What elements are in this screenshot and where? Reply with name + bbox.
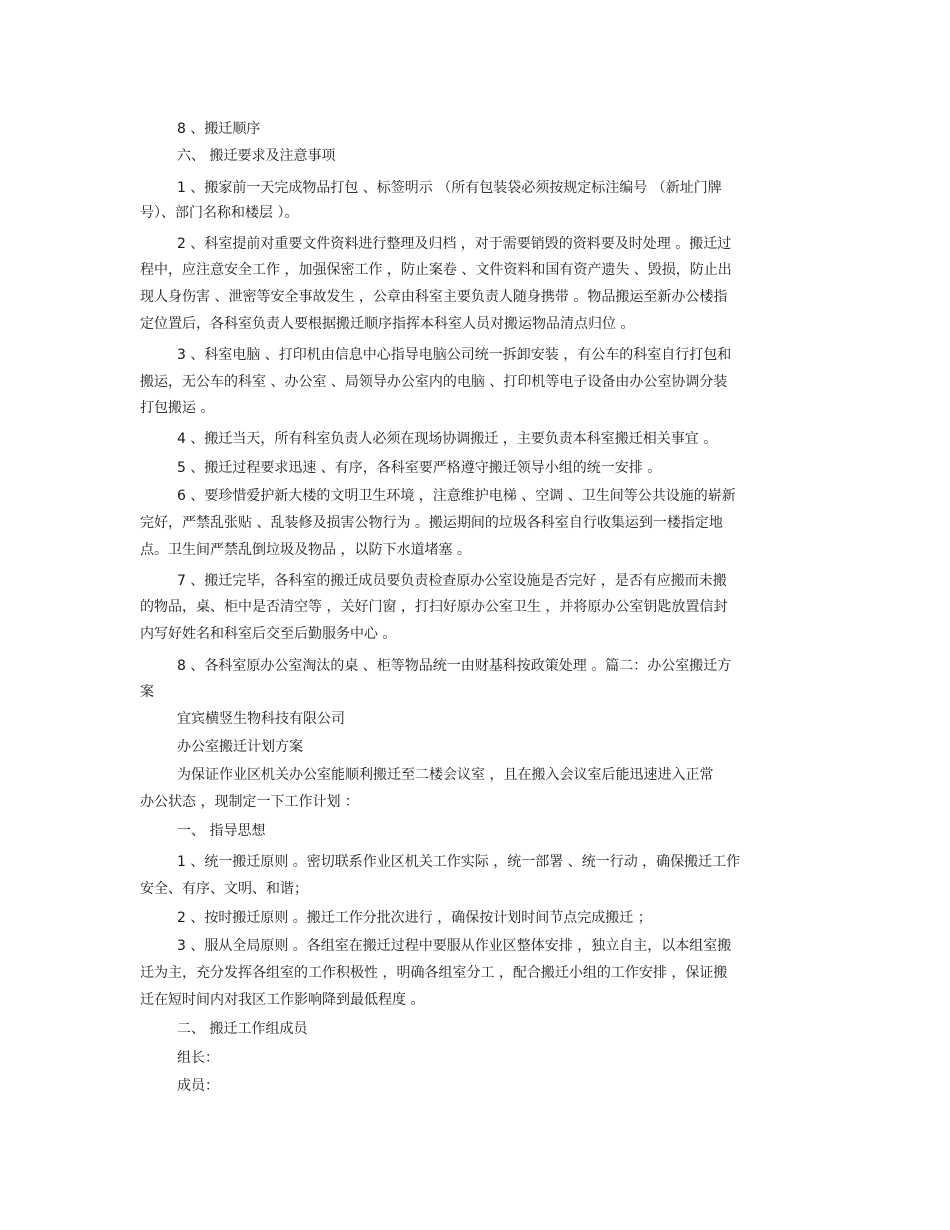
text-line: 的物品，桌、柜中是否清空等 ，关好门窗 ，打扫好原办公室卫生 ，并将原办公室钥匙放置信封 <box>140 599 728 615</box>
text-line: 完好，严禁乱张贴 、乱装修及损害公物行为 。搬运期间的垃圾各科室自行收集运到一楼指定地 <box>140 515 723 531</box>
text-line: 1 、搬家前一天完成物品打包 、标签明示 （所有包装袋必须按规定标注编号 （新址门牌 <box>177 180 722 196</box>
text-line: 打包搬运 。 <box>140 400 215 416</box>
text-line: 2 、科室提前对重要文件资料进行整理及归档 ，对于需要销毁的资料要及时处理 。搬迁过 <box>177 236 732 252</box>
text-line: 为保证作业区机关办公室能顺利搬迁至二楼会议室 ，且在搬入会议室后能迅速进入正常 <box>177 767 714 783</box>
plan-title: 办公室搬迁计划方案 <box>177 739 303 755</box>
text-line: 5 、搬迁过程要求迅速 、有序，各科室要严格遵守搬迁领导小组的统一安排 。 <box>177 460 662 476</box>
text-line: 8 、搬迁顺序 <box>177 121 261 137</box>
text-line: 程中，应注意安全工作 ，加强保密工作 ，防止案卷 、文件资料和国有资产遗失 、毁损，防止出 <box>140 262 732 278</box>
text-line: 4 、搬迁当天，所有科室负责人必须在现场协调搬迁 ，主要负责本科室搬迁相关事宜 。 <box>177 431 718 447</box>
text-line: 迁在短时间内对我区工作影响降到最低程度 。 <box>140 992 425 1008</box>
team-leader-label: 组长： <box>177 1050 219 1066</box>
text-line: 2 、按时搬迁原则 。搬迁工作分批次进行 ，确保按计划时间节点完成搬迁 ； <box>177 910 652 926</box>
section-heading: 二、 搬迁工作组成员 <box>177 1021 308 1037</box>
text-line: 安全、有序、文明、和谐； <box>140 881 308 897</box>
text-line: 现人身伤害 、泄密等安全事故发生 ，公章由科室主要负责人随身携带 。物品搬运至新办公楼指 <box>140 289 728 305</box>
text-line: 号）、部门名称和楼层 ）。 <box>140 205 299 221</box>
text-line: 案 <box>140 684 154 700</box>
text-line: 3 、科室电脑 、打印机由信息中心指导电脑公司统一拆卸安装 ，有公车的科室自行打包和 <box>177 347 732 363</box>
section-heading: 六、 搬迁要求及注意事项 <box>177 148 336 164</box>
section-heading: 一、 指导思想 <box>177 823 266 839</box>
text-line: 6 、要珍惜爱护新大楼的文明卫生环境 ，注意维护电梯 、空调 、卫生间等公共设施的崭新 <box>177 488 736 504</box>
text-line: 迁为主，充分发挥各组室的工作积极性 ，明确各组室分工 ，配合搬迁小组的工作安排 ，保证搬 <box>140 965 728 981</box>
text-line: 内写好姓名和科室后交至后勤服务中心 。 <box>140 626 397 642</box>
text-line: 3 、服从全局原则 。各组室在搬迁过程中要服从作业区整体安排 ，独立自主，以本组室搬 <box>177 938 732 954</box>
text-line: 办公状态 ，现制定一下工作计划 ： <box>140 794 359 810</box>
text-line: 8 、各科室原办公室淘汰的桌 、柜等物品统一由财基科按政策处理 。篇二：办公室搬迁方 <box>177 658 732 674</box>
text-line: 定位置后，各科室负责人要根据搬迁顺序指挥本科室人员对搬运物品清点归位 。 <box>140 316 635 332</box>
text-line: 1 、统一搬迁原则 。密切联系作业区机关工作实际 ，统一部署 、统一行动 ，确保搬迁工作 <box>177 854 741 870</box>
team-members-label: 成员： <box>177 1078 219 1094</box>
text-line: 搬运，无公车的科室 、办公室 、局领导办公室内的电脑 、打印机等电子设备由办公室协调分装 <box>140 374 728 390</box>
text-line: 7 、搬迁完毕，各科室的搬迁成员要负责检查原办公室设施是否完好 ，是否有应搬而未搬 <box>177 573 727 589</box>
text-line: 点。卫生间严禁乱倒垃圾及物品 ，以防下水道堵塞 。 <box>140 542 471 558</box>
company-name: 宜宾横竖生物科技有限公司 <box>177 711 345 727</box>
